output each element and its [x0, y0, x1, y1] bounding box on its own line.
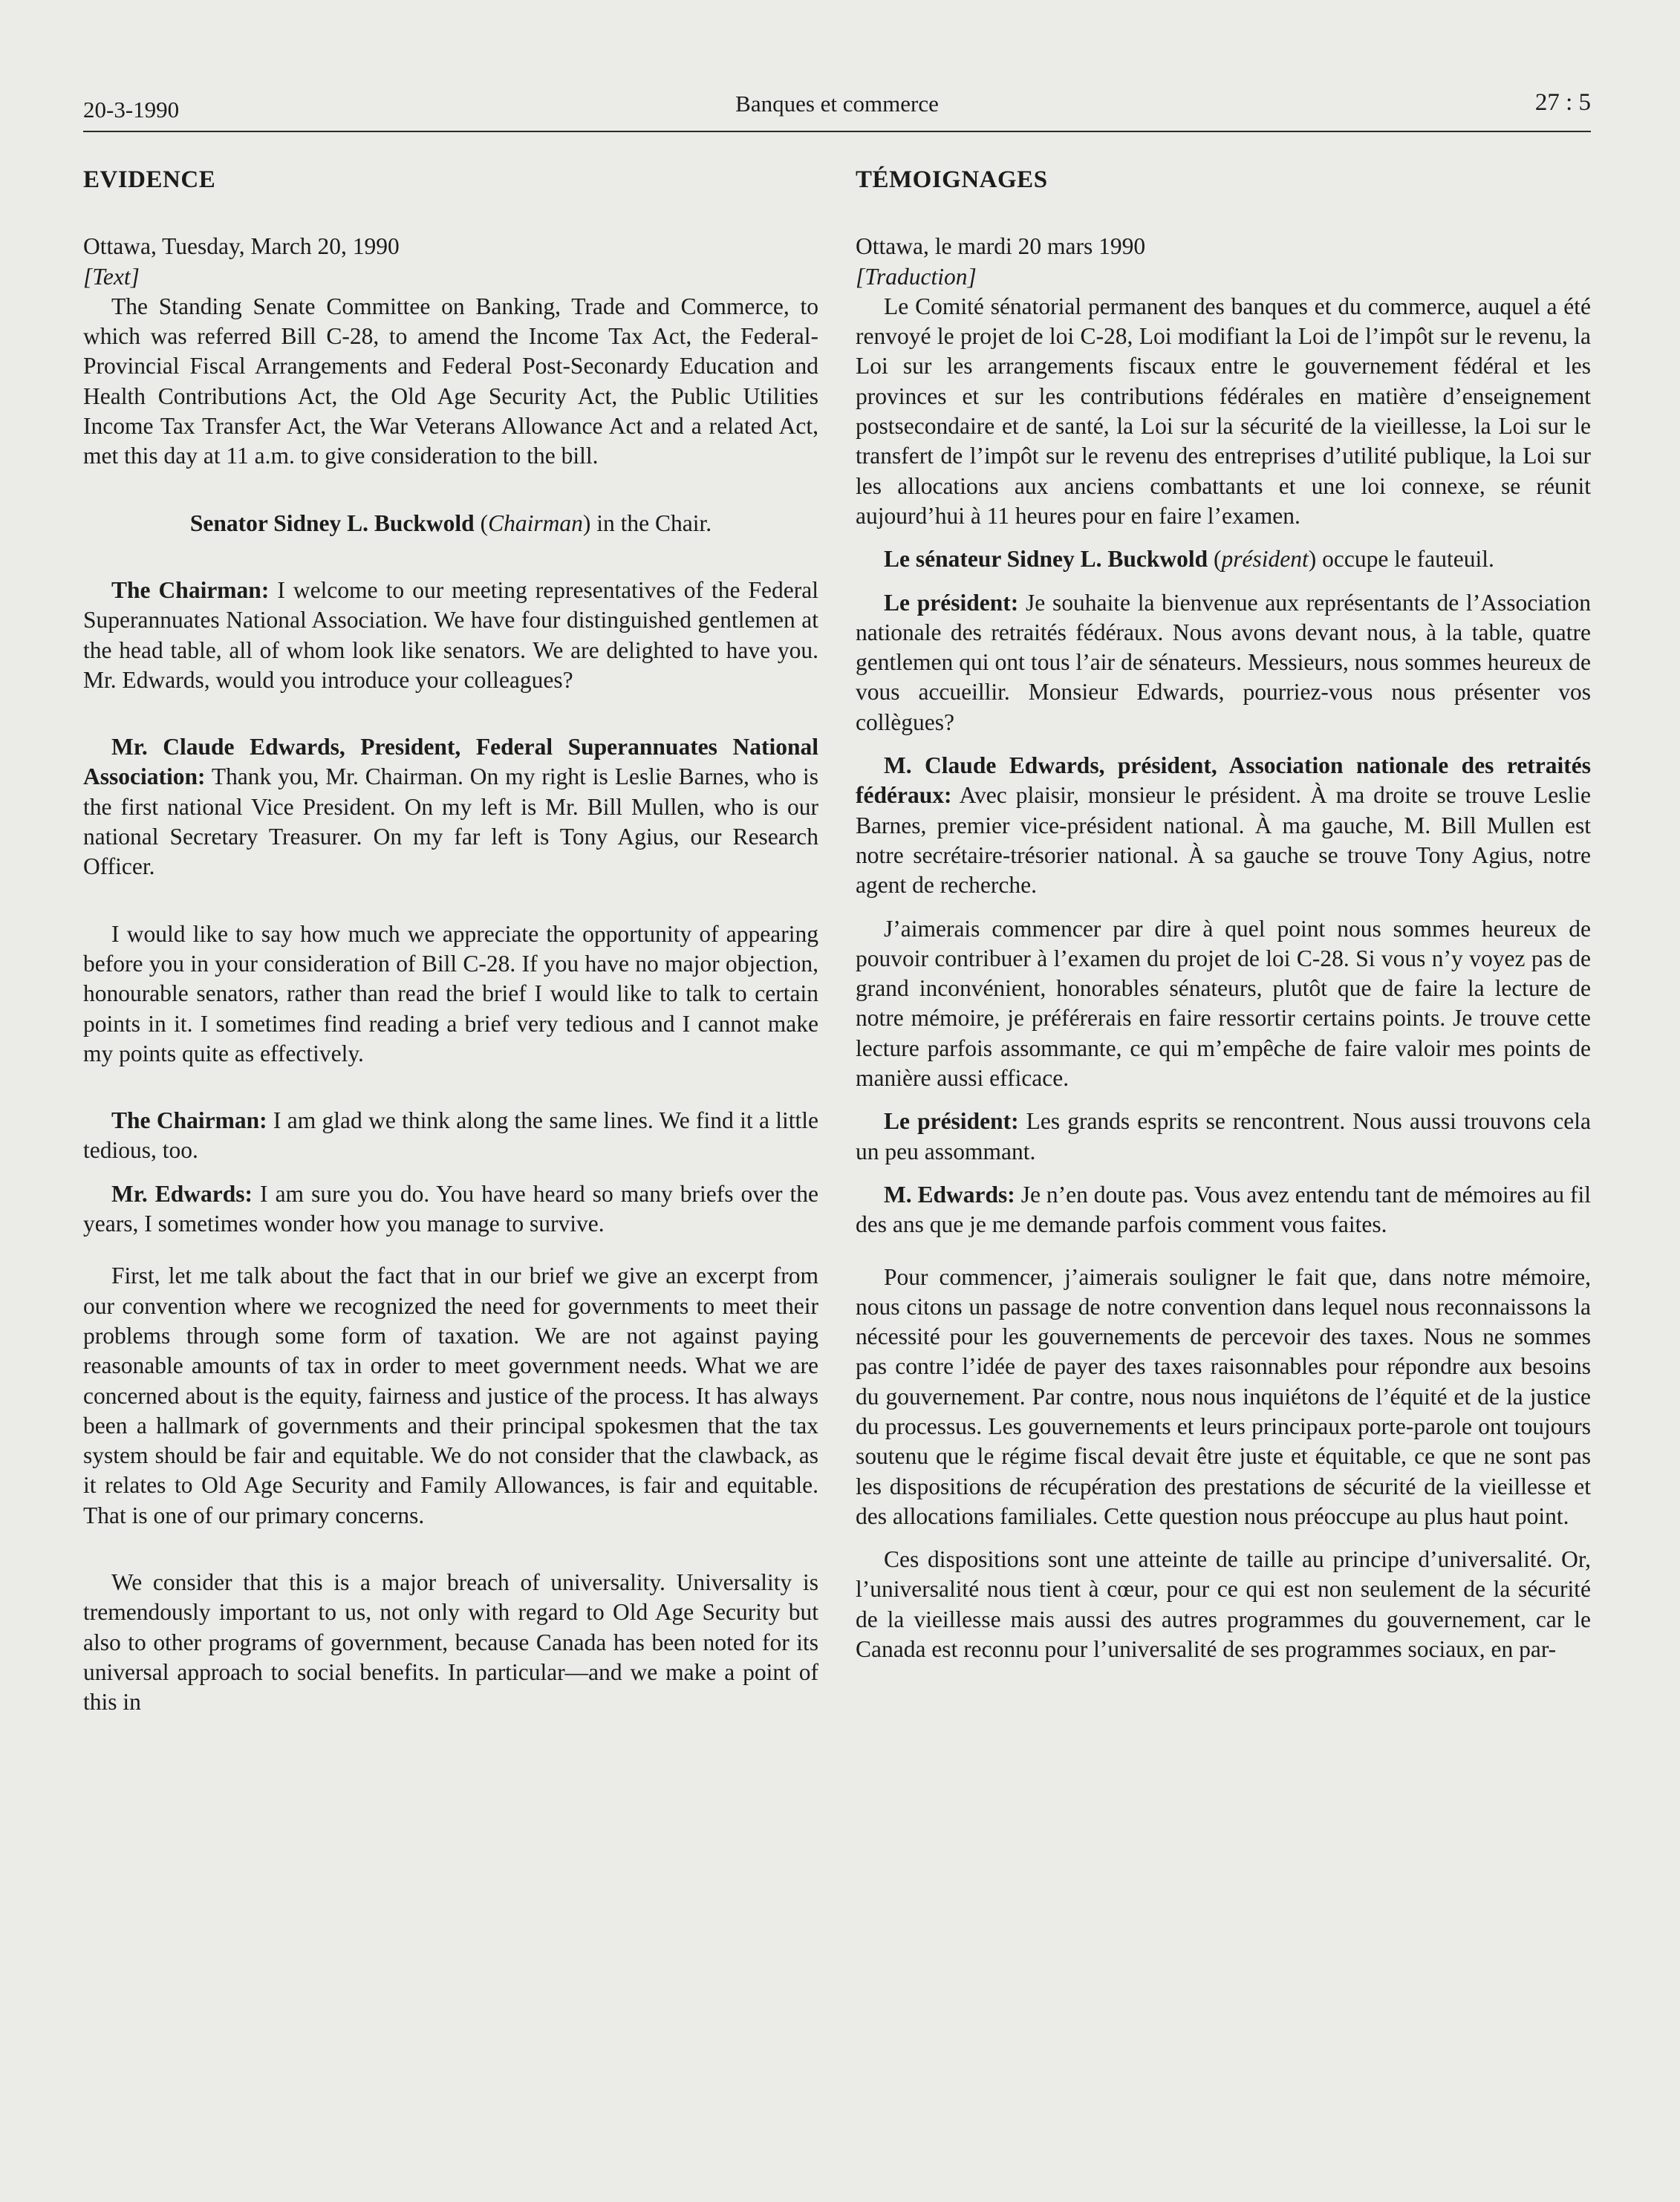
speaker: Le président:: [884, 589, 1019, 616]
chair-role: Chairman: [488, 509, 583, 536]
speech: Avec plaisir, monsieur le président. À ma droite se trouve Leslie Barnes, premier vice-président national. À ma gauche, M. Bill Mullen est notre secrétaire-trésorier national. À sa gauche se trouve Tony Agius, notre agent de recherche.: [856, 782, 1591, 899]
speech: Je souhaite la bienvenue aux représentants de l’Association nationale des retraités fédéraux. Nous avons devant nous, à la table, quatre gentlemen qui ont tous l’air de sénateurs. Messieurs, nous sommes heureux de vous accueillir. Monsieur Edwards, pourriez-vous nous présenter vos collègues?: [856, 589, 1591, 735]
header-date: 20-3-1990: [83, 97, 180, 123]
paragraph: [83, 1179, 818, 1240]
speech: I am sure you do. You have heard so many briefs over the years, I sometimes wonder how you manage to survive.: [83, 1180, 818, 1237]
language-tag: [83, 262, 818, 292]
speaker: Le président:: [884, 1108, 1019, 1135]
speech: I welcome to our meeting representatives of the Federal Superannuates National Association. We have four distinguished gentlemen at the head table, all of whom look like senators. We are delighted to have you. Mr. Edwards, would you introduce your colleagues?: [83, 576, 818, 693]
speaker: M. Edwards:: [884, 1181, 1015, 1208]
paragraph: [83, 732, 818, 882]
chair-name: Senator Sidney L. Buckwold: [189, 509, 475, 536]
chair-line: Senator Sidney L. Buckwold (Chairman) in the Chair.: [189, 509, 712, 536]
speech: Thank you, Mr. Chairman. On my right is Leslie Barnes, who is the first national Vice President. On my left is Mr. Bill Mullen, who is our national Secretary Treasurer. On my far left is Tony Agius, our Research Officer.: [83, 763, 818, 880]
section-heading: TÉMOIGNAGES: [856, 166, 1048, 193]
french-column: [856, 165, 1591, 1717]
speaker: M. Claude Edwards, président, Association nationale des retraités fédéraux:: [856, 752, 1591, 809]
section-heading: EVIDENCE: [83, 166, 216, 193]
language-tag: [856, 262, 1591, 292]
speaker: Mr. Claude Edwards, President, Federal Superannuates National Association:: [83, 734, 818, 790]
chair-line: Le sénateur Sidney L. Buckwold (président) occupe le fauteuil.: [884, 546, 1494, 573]
paragraph: We consider that this is a major breach of universality. Universality is tremendously important to us, not only with regard to Old Age Security but also to other programs of government, because Canada has been noted for its universal approach to social benefits. In particular—and we make a point of this in: [83, 1569, 818, 1716]
header-title: Banques et commerce: [735, 91, 939, 117]
chair-line-tail: in the Chair.: [590, 509, 712, 536]
language-tag-text: [Traduction]: [856, 263, 977, 290]
paragraph: Ces dispositions sont une atteinte de taille au principe d’universalité. Or, l’universalité nous tient à cœur, pour ce qui est non seulement de la sécurité de la vieillesse mais aussi des autres programmes du gouvernement, car le Canada est reconnu pour l’universalité de ses programmes sociaux, en par-: [856, 1546, 1591, 1663]
speaker: The Chairman:: [111, 1107, 267, 1134]
paragraph: [83, 1106, 818, 1166]
english-column: [83, 165, 818, 1717]
chair-line-tail: occupe le fauteuil.: [1316, 546, 1494, 573]
speech: I am glad we think along the same lines. We find it a little tedious, too.: [83, 1107, 818, 1164]
language-tag-text: [Text]: [83, 263, 140, 290]
chair-role: président: [1221, 546, 1309, 573]
chair-name: Le sénateur Sidney L. Buckwold: [884, 546, 1208, 573]
paragraph: The Standing Senate Committee on Banking, Trade and Commerce, to which was referred Bill C-28, to amend the Income Tax Act, the Federal-Provincial Fiscal Arrangements and Federal Post-Seconardy Education and Health Contributions Act, the Old Age Security Act, the Public Utilities Income Tax Transfer Act, the War Veterans Allowance Act and a related Act, met this day at 11 a.m. to give consideration to the bill.: [83, 293, 818, 469]
paragraph: [83, 576, 818, 695]
paragraph: [856, 588, 1591, 737]
two-column-body: [83, 165, 1591, 1717]
speech: Les grands esprits se rencontrent. Nous aussi trouvons cela un peu assommant.: [856, 1108, 1591, 1164]
paragraph: Pour commencer, j’aimerais souligner le fait que, dans notre mémoire, nous citons un passage de notre convention dans lequel nous reconnaissons la nécessité pour les gouvernements de percevoir des taxes. Nous ne sommes pas contre l’idée de payer des taxes raisonnables pour répondre aux besoins du gouvernement. Par contre, nous nous inquiétons de l’équité et de la justice du processus. Les gouvernements et leurs principaux porte-parole ont toujours soutenu que le régime fiscal devait être juste et équitable, ce que ne sont pas les dispositions de récupération des prestations de sécurité de la vieillesse et des allocations familiales. Cette question nous préoccupe au plus haut point.: [856, 1263, 1591, 1529]
dateline: Ottawa, le mardi 20 mars 1990: [856, 233, 1146, 260]
header-page-number: 27 : 5: [1534, 89, 1591, 116]
page-header: [83, 88, 1591, 132]
speech: Je n’en doute pas. Vous avez entendu tant de mémoires au fil des ans que je me demande parfois comment vous faites.: [856, 1181, 1591, 1238]
speaker: The Chairman:: [111, 576, 270, 603]
dateline: Ottawa, Tuesday, March 20, 1990: [83, 233, 400, 260]
paragraph: [856, 1180, 1591, 1240]
paragraph: I would like to say how much we appreciate the opportunity of appearing before you in your consideration of Bill C-28. If you have no major objection, honourable senators, rather than read the brief I would like to talk to certain points in it. I sometimes find reading a brief very tedious and I cannot make my points quite as effectively.: [83, 920, 818, 1066]
paragraph: J’aimerais commencer par dire à quel point nous sommes heureux de pouvoir contribuer à l’examen du projet de loi C-28. Si vous n’y voyez pas de grand inconvénient, honorables sénateurs, plutôt que de faire la lecture de notre mémoire, je préférerais en faire ressortir certains points. Je trouve cette lecture parfois assommante, ce qui m’empêche de faire valoir mes points de manière aussi efficace.: [856, 915, 1591, 1092]
paragraph: First, let me talk about the fact that in our brief we give an excerpt from our convention where we recognized the need for governments to meet their problems through some form of taxation. We are not against paying reasonable amounts of tax in order to meet government needs. What we are concerned about is the equity, fairness and justice of the process. It has always been a hallmark of governments and their principal spokesmen that the tax system should be fair and equitable. We do not consider that the clawback, as it relates to Old Age Security and Family Allowances, is fair and equitable. That is one of our primary concerns.: [83, 1263, 818, 1528]
paragraph: [856, 751, 1591, 900]
paragraph: Le Comité sénatorial permanent des banques et du commerce, auquel a été renvoyé le projet de loi C-28, Loi modifiant la Loi de l’impôt sur le revenu, la Loi sur les arrangements fiscaux entre le gouvernement fédéral et les provinces et sur les contributions fédérales en matière d’enseignement postsecondaire et de santé, la Loi sur la sécurité de la vieillesse, la Loi sur le transfert de l’impôt sur le revenu des entreprises d’utilité publique, la Loi sur les allocations aux anciens combattants et une loi connexe, se réunit aujourd’hui à 11 heures pour en faire l’examen.: [856, 293, 1591, 529]
speaker: Mr. Edwards:: [111, 1180, 253, 1207]
paragraph: [856, 1107, 1591, 1167]
